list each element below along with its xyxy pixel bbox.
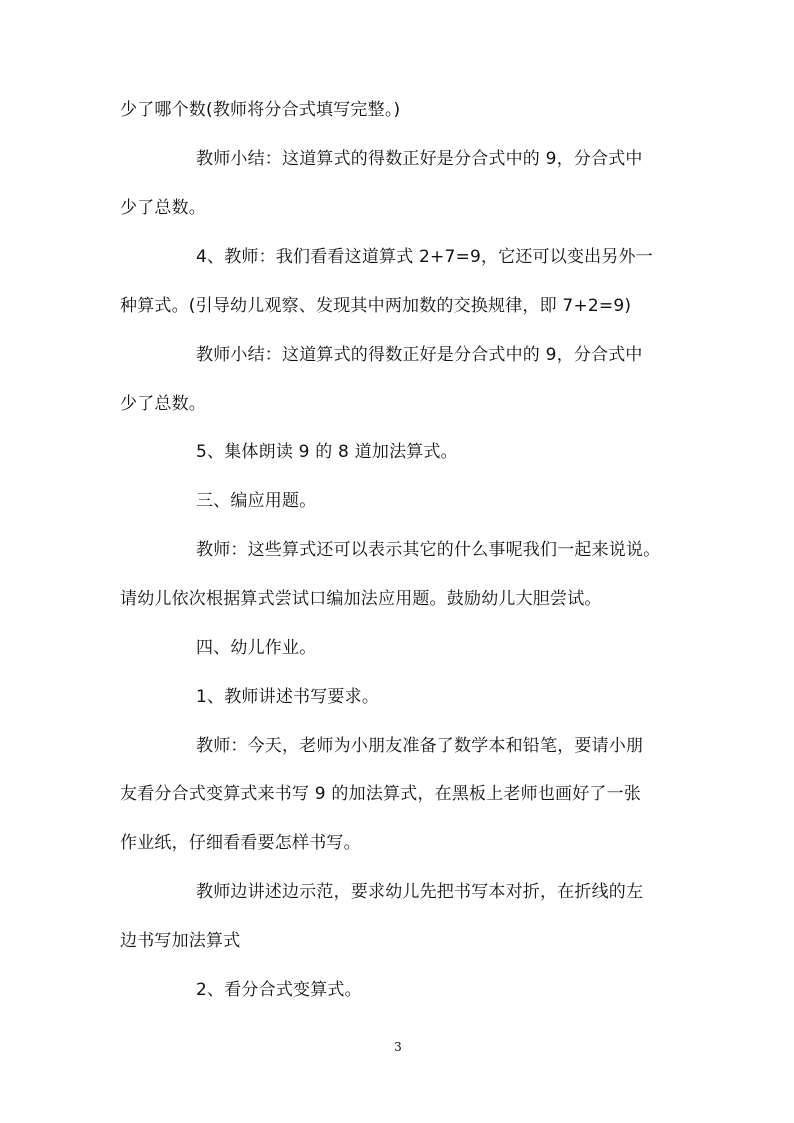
text-line-5: 种算式。(引导幼儿观察、发现其中两加数的交换规律，即 7+2=9): [120, 296, 632, 316]
page-number: 3: [394, 1040, 402, 1054]
section-heading-4: 四、幼儿作业。: [196, 638, 317, 658]
text-line-18: 边书写加法算式: [120, 931, 241, 951]
text-line-14: 教师：今天，老师为小朋友准备了数学本和铅笔，要请小朋: [196, 736, 644, 756]
text-line-10: 教师：这些算式还可以表示其它的什么事呢我们一起来说说。: [196, 540, 661, 560]
text-line-13: 1、教师讲述书写要求。: [196, 687, 380, 707]
text-line-16: 作业纸，仔细看看要怎样书写。: [120, 833, 361, 853]
text-line-19: 2、看分合式变算式。: [196, 980, 362, 1000]
text-line-6: 教师小结：这道算式的得数正好是分合式中的 9，分合式中: [196, 345, 643, 365]
text-line-3: 少了总数。: [120, 198, 206, 218]
section-heading-3: 三、编应用题。: [196, 491, 317, 511]
text-line-4: 4、教师：我们看看这道算式 2+7=9，它还可以变出另外一: [196, 247, 653, 267]
text-line-11: 请幼儿依次根据算式尝试口编加法应用题。鼓励幼儿大胆尝试。: [120, 589, 602, 609]
text-line-8: 5、集体朗读 9 的 8 道加法算式。: [196, 442, 458, 462]
text-line-2: 教师小结：这道算式的得数正好是分合式中的 9，分合式中: [196, 149, 643, 169]
text-line-1: 少了哪个数(教师将分合式填写完整。): [120, 100, 401, 120]
text-line-7: 少了总数。: [120, 394, 206, 414]
text-line-17: 教师边讲述边示范，要求幼儿先把书写本对折，在折线的左: [196, 882, 644, 902]
text-line-15: 友看分合式变算式来书写 9 的加法算式，在黑板上老师也画好了一张: [120, 784, 642, 804]
